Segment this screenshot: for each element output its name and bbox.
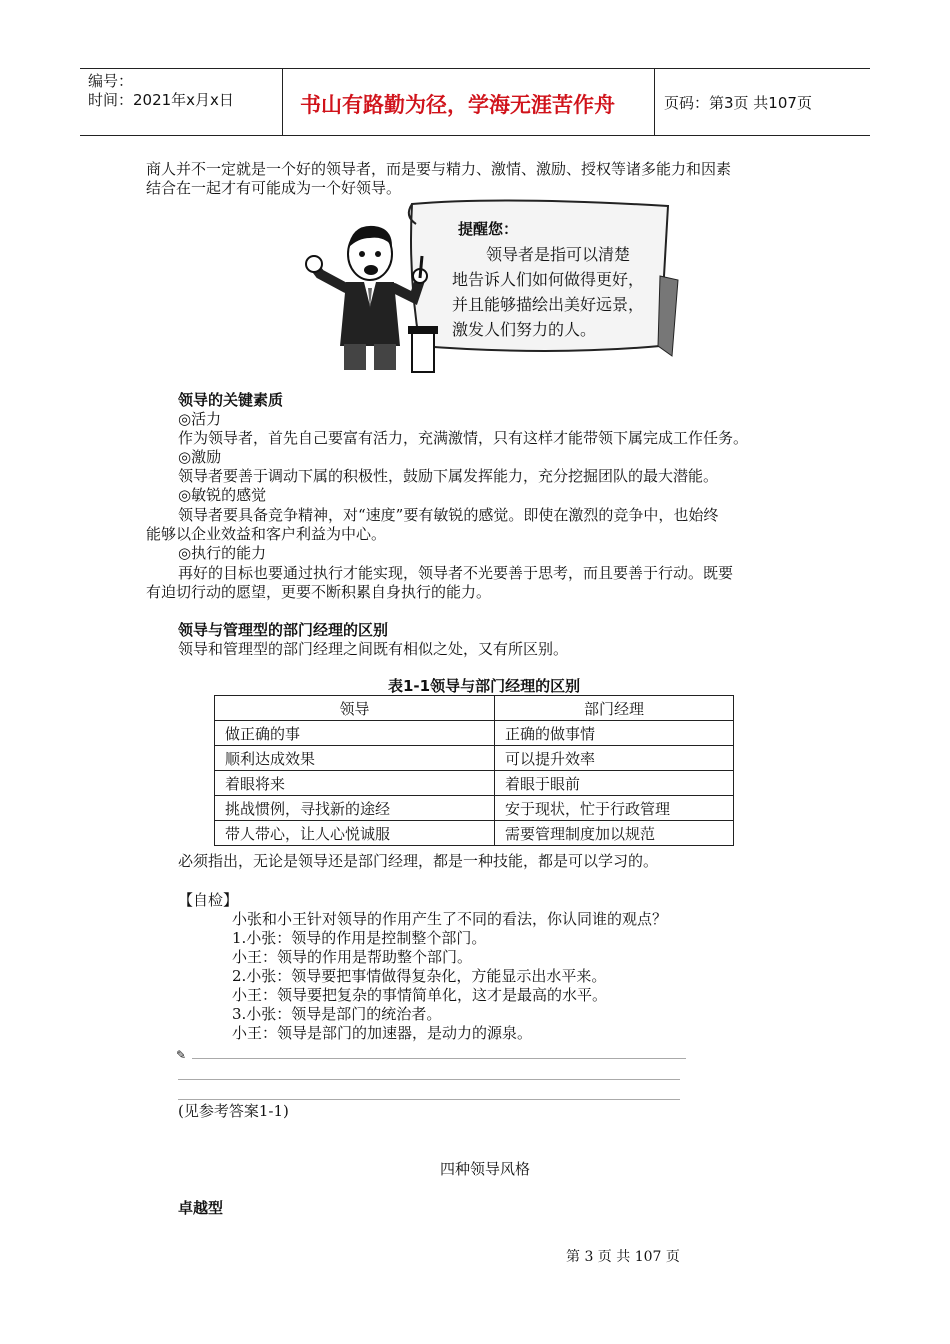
header-bottom-rule	[80, 135, 870, 136]
table-cell: 挑战惯例，寻找新的途经	[215, 796, 495, 821]
table-cell: 顺利达成效果	[215, 746, 495, 771]
cartoon-text: 并且能够描绘出美好远景，	[452, 295, 645, 314]
selfcheck-line: 2.小张：领导要把事情做得复杂化，方能显示出水平来。	[232, 967, 607, 985]
answer-reference: (见参考答案1-1)	[178, 1102, 289, 1120]
intro-line: 商人并不一定就是一个好的领导者，而是要与精力、激情、激励、授权等诸多能力和因素	[146, 160, 732, 178]
quality-text: 能够以企业效益和客户利益为中心。	[146, 525, 387, 543]
motto: 书山有路勤为径，学海无涯苦作舟	[300, 93, 615, 117]
table-cell: 做正确的事	[215, 721, 495, 746]
quality-text: 作为领导者，首先自己要富有活力，充满激情，只有这样才能带领下属完成工作任务。	[178, 429, 749, 447]
quality-text: 领导者要具备竞争精神，对“速度”要有敏锐的感觉。即使在激烈的竞争中，也始终	[178, 506, 719, 524]
section-intro: 领导和管理型的部门经理之间既有相似之处，又有所区别。	[178, 640, 569, 658]
page-footer: 第 3 页 共 107 页	[566, 1249, 680, 1265]
selfcheck-line: 小王：领导的作用是帮助整个部门。	[232, 948, 473, 966]
section-heading: 领导与管理型的部门经理的区别	[178, 621, 389, 639]
quality-text: 再好的目标也要通过执行才能实现，领导者不光要善于思考，而且要善于行动。既要	[178, 564, 734, 582]
quality-title: ◎敏锐的感觉	[178, 486, 267, 504]
section-title: 四种领导风格	[440, 1160, 531, 1178]
answer-line[interactable]	[192, 1058, 686, 1059]
quality-title: ◎激励	[178, 448, 222, 466]
table-row	[215, 821, 734, 846]
quality-text: 有迫切行动的愿望，更要不断积累自身执行的能力。	[146, 583, 492, 601]
pen-icon: ✎	[176, 1048, 187, 1062]
cartoon-text: 地告诉人们如何做得更好，	[452, 270, 645, 289]
table-title: 表1-1领导与部门经理的区别	[388, 677, 581, 695]
answer-line[interactable]	[178, 1099, 680, 1100]
header-divider	[654, 68, 655, 136]
table-header-leader: 领导	[215, 696, 495, 721]
selfcheck-line: 小王：领导要把复杂的事情简单化，这才是最高的水平。	[232, 986, 608, 1004]
table-row	[215, 796, 734, 821]
selfcheck-line: 小王：领导是部门的加速器，是动力的源泉。	[232, 1024, 533, 1042]
cartoon-text: 领导者是指可以清楚	[486, 245, 631, 264]
table-cell: 可以提升效率	[495, 746, 734, 771]
page-info: 页码：第3页 共107页	[664, 94, 812, 112]
header-divider	[282, 68, 283, 136]
table-cell: 需要管理制度加以规范	[495, 821, 734, 846]
selfcheck-line: 3.小张：领导是部门的统治者。	[232, 1005, 442, 1023]
table-row	[215, 721, 734, 746]
section-heading: 领导的关键素质	[178, 391, 284, 409]
table-header-row	[215, 696, 734, 721]
selfcheck-heading: 【自检】	[178, 891, 239, 909]
table-cell: 安于现状，忙于行政管理	[495, 796, 734, 821]
quality-title: ◎活力	[178, 410, 222, 428]
quality-text: 领导者要善于调动下属的积极性，鼓励下属发挥能力，充分挖掘团队的最大潜能。	[178, 467, 719, 485]
time-label: 时间：2021年x月x日	[88, 91, 234, 109]
quality-title: ◎执行的能力	[178, 544, 267, 562]
table-cell: 正确的做事情	[495, 721, 734, 746]
conclusion-text: 必须指出，无论是领导还是部门经理，都是一种技能，都是可以学习的。	[178, 852, 659, 870]
selfcheck-question: 小张和小王针对领导的作用产生了不同的看法，你认同谁的观点？	[232, 910, 668, 928]
number-label: 编号：	[88, 72, 134, 90]
intro-line: 结合在一起才有可能成为一个好领导。	[146, 179, 402, 197]
subsection-heading: 卓越型	[178, 1199, 224, 1217]
cartoon-text: 激发人们努力的人。	[452, 320, 597, 339]
answer-line[interactable]	[178, 1079, 680, 1080]
header-top-rule	[80, 68, 870, 69]
table-cell: 着眼于眼前	[495, 771, 734, 796]
comparison-table	[214, 695, 734, 846]
table-header-manager: 部门经理	[495, 696, 734, 721]
table-row	[215, 771, 734, 796]
table-cell: 带人带心，让人心悦诚服	[215, 821, 495, 846]
cartoon-title: 提醒您：	[458, 220, 519, 238]
table-cell: 着眼将来	[215, 771, 495, 796]
selfcheck-line: 1.小张：领导的作用是控制整个部门。	[232, 929, 487, 947]
table-row	[215, 746, 734, 771]
